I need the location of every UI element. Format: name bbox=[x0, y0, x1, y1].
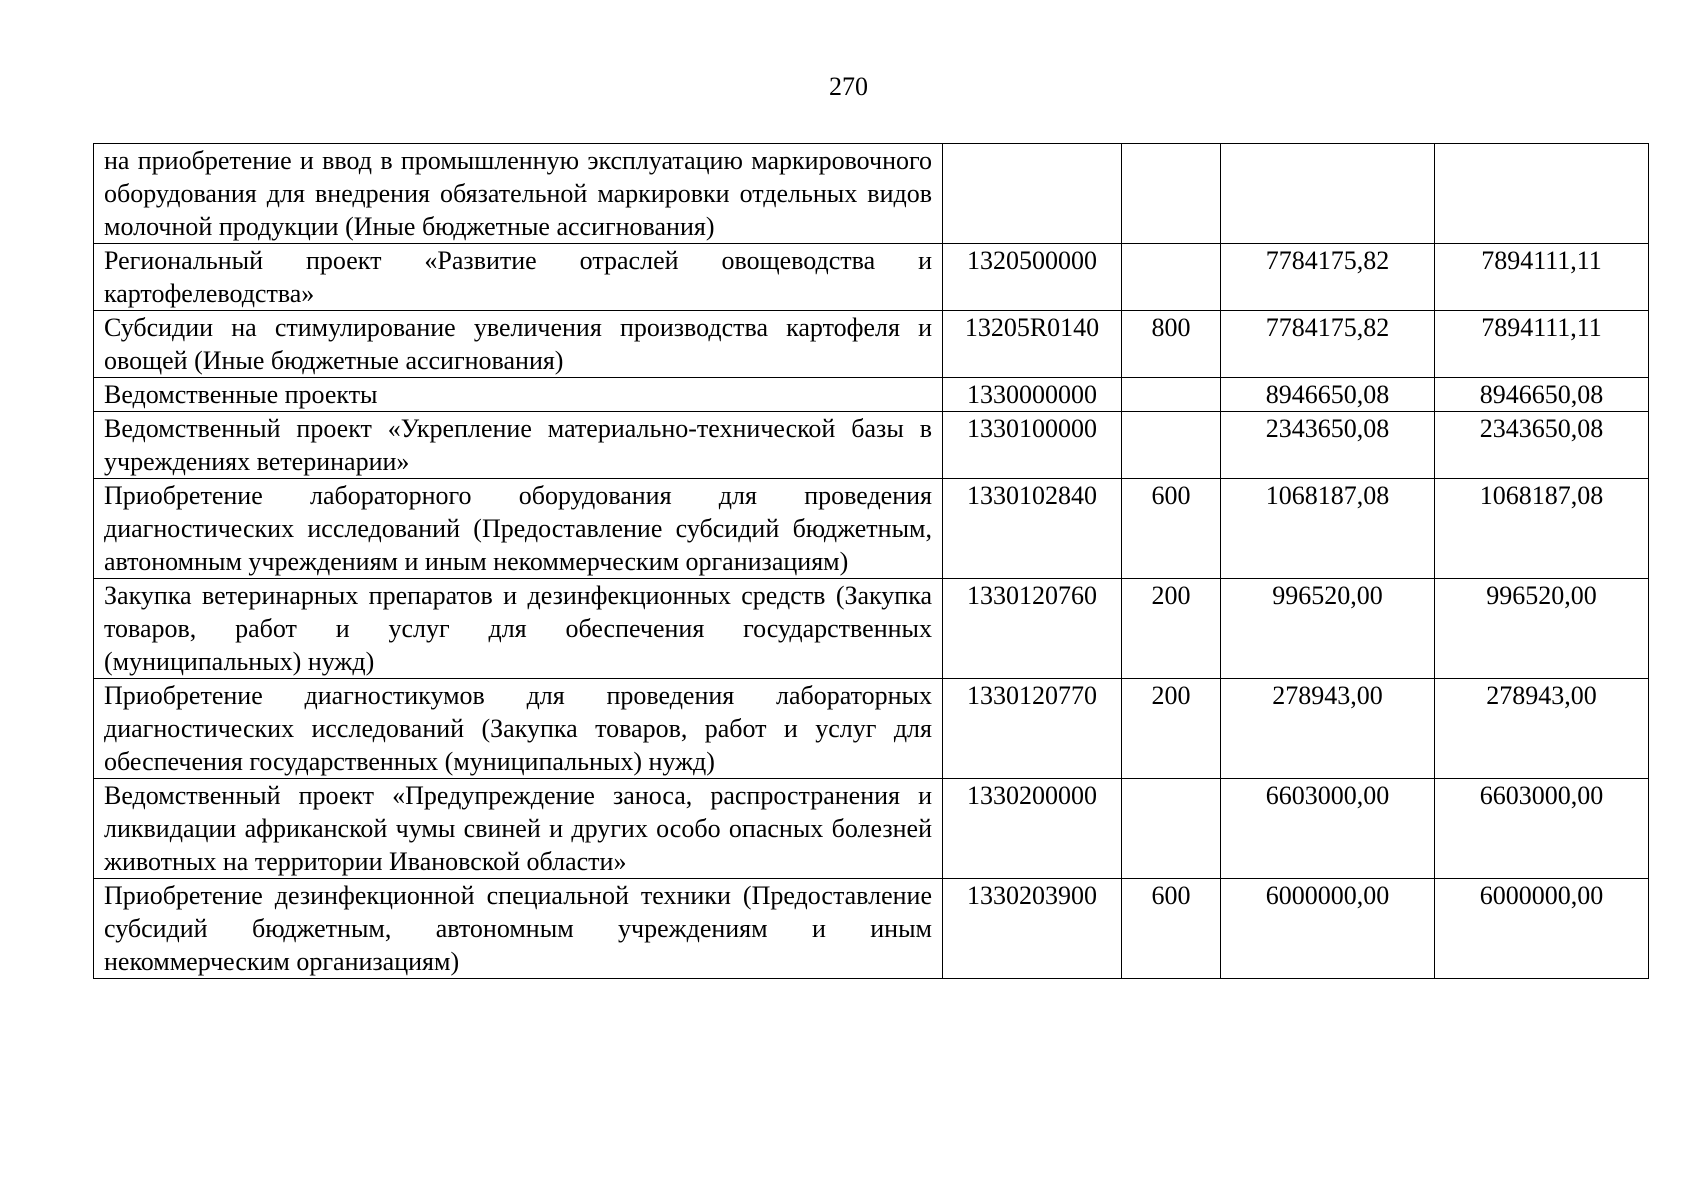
amount-year-1 bbox=[1221, 144, 1435, 244]
amount-year-1: 6000000,00 bbox=[1221, 879, 1435, 979]
amount-year-1: 7784175,82 bbox=[1221, 244, 1435, 311]
expense-type-code: 600 bbox=[1122, 479, 1221, 579]
amount-year-1: 2343650,08 bbox=[1221, 412, 1435, 479]
row-name: Приобретение дезинфекционной специальной техники (Предоставление субсидий бюджетным, автономным учреждениям и иным некоммерческим организациям) bbox=[94, 879, 943, 979]
expense-type-code: 200 bbox=[1122, 679, 1221, 779]
table-row bbox=[94, 779, 1649, 879]
table-row bbox=[94, 679, 1649, 779]
target-article-code: 1320500000 bbox=[943, 244, 1122, 311]
amount-year-1: 7784175,82 bbox=[1221, 311, 1435, 378]
target-article-code: 1330200000 bbox=[943, 779, 1122, 879]
table-row bbox=[94, 479, 1649, 579]
amount-year-2: 7894111,11 bbox=[1435, 244, 1649, 311]
amount-year-2: 1068187,08 bbox=[1435, 479, 1649, 579]
row-name: Закупка ветеринарных препаратов и дезинфекционных средств (Закупка товаров, работ и услуг для обеспечения государственных (муниципальных) нужд) bbox=[94, 579, 943, 679]
target-article-code: 1330120760 bbox=[943, 579, 1122, 679]
expense-type-code bbox=[1122, 779, 1221, 879]
expense-type-code bbox=[1122, 378, 1221, 412]
target-article-code: 1330000000 bbox=[943, 378, 1122, 412]
table-row bbox=[94, 378, 1649, 412]
amount-year-2: 6000000,00 bbox=[1435, 879, 1649, 979]
expense-type-code: 800 bbox=[1122, 311, 1221, 378]
target-article-code: 1330102840 bbox=[943, 479, 1122, 579]
row-name: Ведомственный проект «Укрепление материально-технической базы в учреждениях ветеринарии» bbox=[94, 412, 943, 479]
amount-year-2: 6603000,00 bbox=[1435, 779, 1649, 879]
table-row bbox=[94, 412, 1649, 479]
target-article-code: 1330203900 bbox=[943, 879, 1122, 979]
row-name: Субсидии на стимулирование увеличения производства картофеля и овощей (Иные бюджетные ассигнования) bbox=[94, 311, 943, 378]
expense-type-code: 600 bbox=[1122, 879, 1221, 979]
amount-year-2 bbox=[1435, 144, 1649, 244]
row-name: Ведомственный проект «Предупреждение заноса, распространения и ликвидации африканской чумы свиней и других особо опасных болезней животных на территории Ивановской области» bbox=[94, 779, 943, 879]
amount-year-1: 8946650,08 bbox=[1221, 378, 1435, 412]
table-row bbox=[94, 879, 1649, 979]
amount-year-2: 8946650,08 bbox=[1435, 378, 1649, 412]
amount-year-2: 996520,00 bbox=[1435, 579, 1649, 679]
target-article-code: 1330120770 bbox=[943, 679, 1122, 779]
table-row bbox=[94, 311, 1649, 378]
table-row bbox=[94, 244, 1649, 311]
target-article-code: 1330100000 bbox=[943, 412, 1122, 479]
page-number: 270 bbox=[829, 72, 868, 101]
row-name: Ведомственные проекты bbox=[94, 378, 943, 412]
amount-year-1: 278943,00 bbox=[1221, 679, 1435, 779]
row-name: на приобретение и ввод в промышленную эксплуатацию маркировочного оборудования для внедрения обязательной маркировки отдельных видов молочной продукции (Иные бюджетные ассигнования) bbox=[94, 144, 943, 244]
amount-year-1: 1068187,08 bbox=[1221, 479, 1435, 579]
row-name: Региональный проект «Развитие отраслей овощеводства и картофелеводства» bbox=[94, 244, 943, 311]
amount-year-2: 2343650,08 bbox=[1435, 412, 1649, 479]
row-name: Приобретение диагностикумов для проведения лабораторных диагностических исследований (Закупка товаров, работ и услуг для обеспечения государственных (муниципальных) нужд) bbox=[94, 679, 943, 779]
amount-year-2: 7894111,11 bbox=[1435, 311, 1649, 378]
expense-type-code bbox=[1122, 412, 1221, 479]
expense-type-code: 200 bbox=[1122, 579, 1221, 679]
amount-year-2: 278943,00 bbox=[1435, 679, 1649, 779]
table-row bbox=[94, 579, 1649, 679]
target-article-code bbox=[943, 144, 1122, 244]
budget-table bbox=[93, 143, 1649, 979]
row-name: Приобретение лабораторного оборудования для проведения диагностических исследований (Предоставление субсидий бюджетным, автономным учреждениям и иным некоммерческим организациям) bbox=[94, 479, 943, 579]
table-row bbox=[94, 144, 1649, 244]
target-article-code: 13205R0140 bbox=[943, 311, 1122, 378]
amount-year-1: 996520,00 bbox=[1221, 579, 1435, 679]
expense-type-code bbox=[1122, 144, 1221, 244]
expense-type-code bbox=[1122, 244, 1221, 311]
amount-year-1: 6603000,00 bbox=[1221, 779, 1435, 879]
